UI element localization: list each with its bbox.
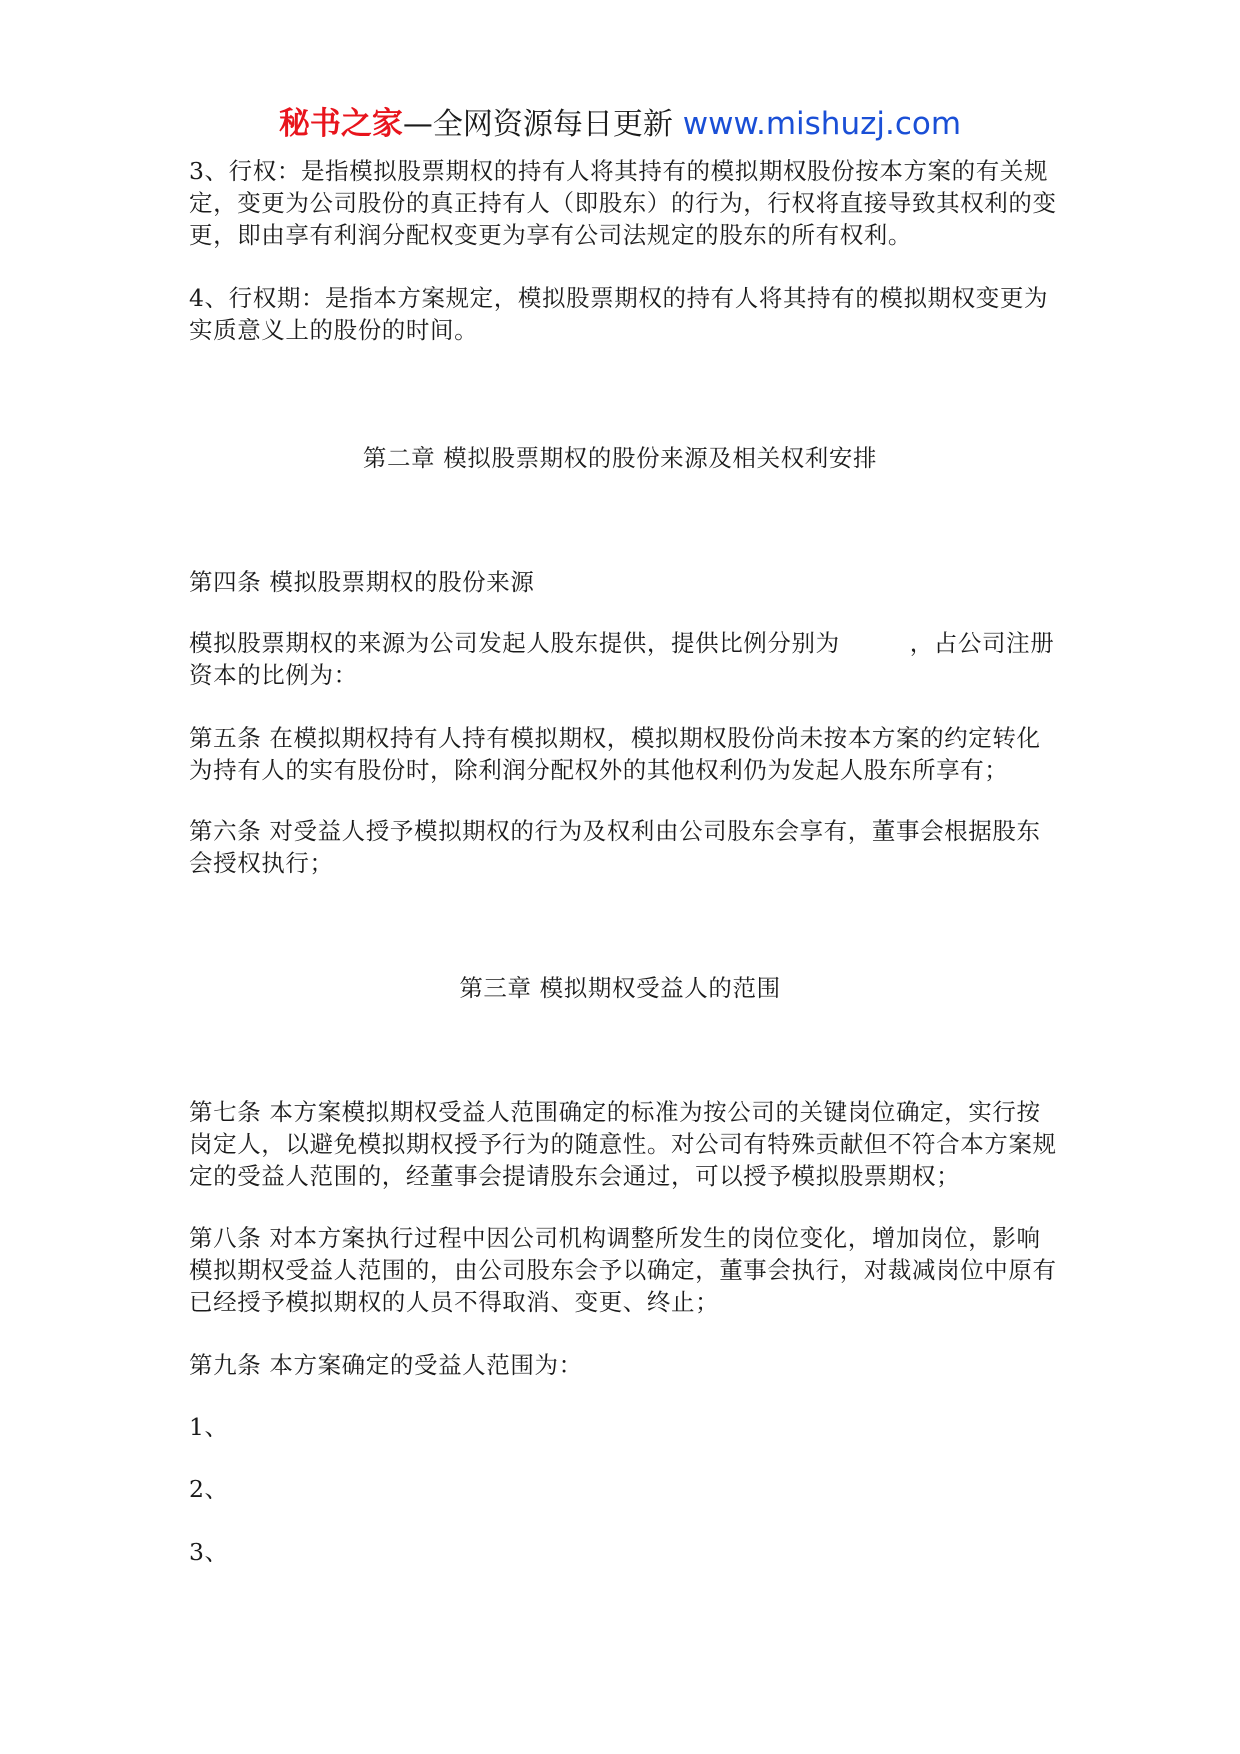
list-item-2: 2、: [189, 1475, 229, 1503]
site-header: [0, 102, 1240, 151]
article-7: 第七条 本方案模拟期权受益人范围确定的标准为按公司的关键岗位确定，实行按岗定人，以避免模拟期权授予行为的随意性。对公司有特殊贡献但不符合本方案规定的受益人范围的，经董事会提请股东会通过，可以授予模拟股票期权；: [189, 1098, 1057, 1190]
chapter-2-heading: 第二章 模拟股票期权的股份来源及相关权利安排: [362, 444, 878, 472]
article-5: 第五条 在模拟期权持有人持有模拟期权，模拟期权股份尚未按本方案的约定转化为持有人的实有股份时，除利润分配权外的其他权利仍为发起人股东所享有；: [189, 724, 1041, 784]
article-4-body-part-a: 模拟股票期权的来源为公司发起人股东提供，提供比例分别为: [189, 629, 840, 657]
header-slogan: —全网资源每日更新: [402, 107, 673, 142]
article-4-body-part-b: ，占公司注册资本的比例为：: [189, 629, 1055, 689]
site-url-link[interactable]: www.mishuzj.com: [672, 106, 962, 142]
article-9: 第九条 本方案确定的受益人范围为：: [189, 1351, 583, 1379]
article-6: 第六条 对受益人授予模拟期权的行为及权利由公司股东会享有，董事会根据股东会授权执行；: [189, 817, 1041, 877]
article-4-body: [189, 627, 1061, 691]
paragraph-item-4: 4、行权期：是指本方案规定，模拟股票期权的持有人将其持有的模拟期权变更为实质意义上的股份的时间。: [189, 284, 1049, 344]
brand-name: 秘书之家: [278, 106, 403, 142]
list-item-1: 1、: [189, 1413, 229, 1441]
paragraph-item-3: 3、行权：是指模拟股票期权的持有人将其持有的模拟期权股份按本方案的有关规定，变更为公司股份的真正持有人（即股东）的行为，行权将直接导致其权利的变更，即由享有利润分配权变更为享有公司法规定的股东的所有权利。: [189, 157, 1057, 249]
list-item-3: 3、: [189, 1538, 229, 1566]
chapter-3-heading: 第三章 模拟期权受益人的范围: [459, 974, 781, 1002]
article-4-title: 第四条 模拟股票期权的股份来源: [189, 568, 535, 596]
article-8: 第八条 对本方案执行过程中因公司机构调整所发生的岗位变化，增加岗位，影响模拟期权受益人范围的，由公司股东会予以确定，董事会执行，对裁减岗位中原有已经授予模拟期权的人员不得取消、变更、终止；: [189, 1224, 1057, 1316]
